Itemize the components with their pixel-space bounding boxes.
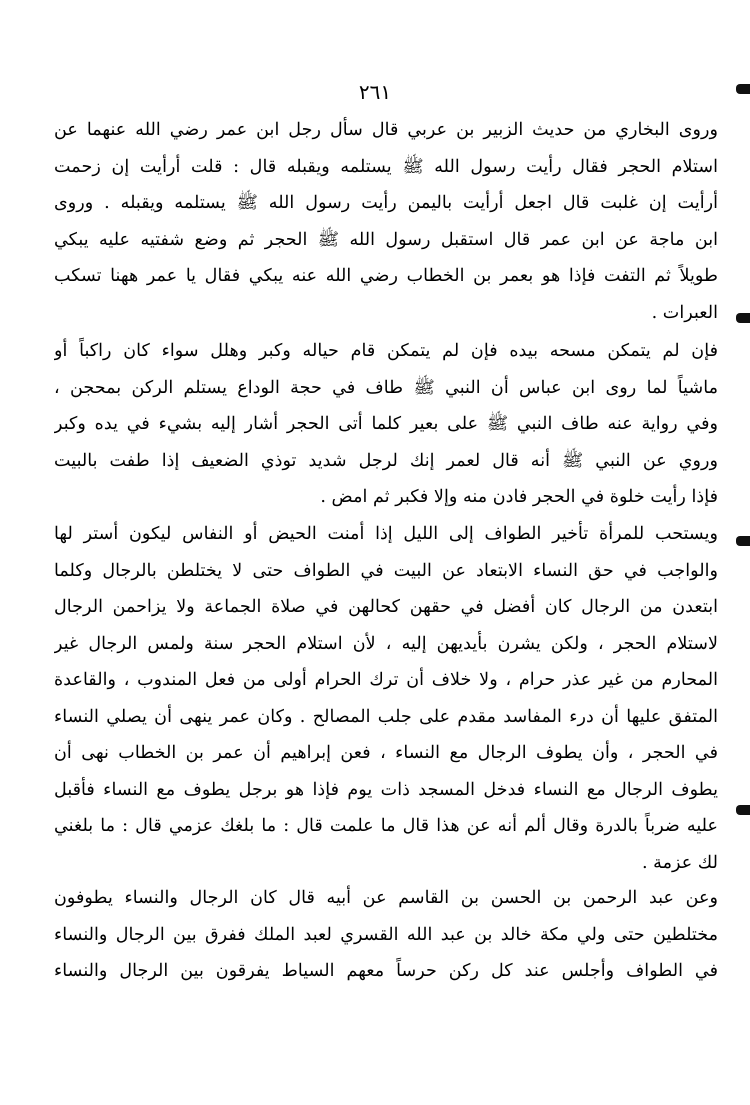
text-line: والواجب في حق النساء الابتعاد عن البيت في الطواف حتى لا يختلطن بالرجال وكلما (54, 560, 718, 581)
text-line: مختلطين حتى ولي مكة خالد بن عبد الله القسري لعبد الملك ففرق بين الرجال والنساء (54, 924, 718, 945)
text-line: أرأيت إن غلبت قال اجعل أرأيت باليمن رأيت رسول الله ﷺ يستلمه ويقبله . وروى (54, 193, 718, 213)
text-line: المحارم من غير عذر حرام ، ولا خلاف أن ترك الحرام أولى من فعل المندوب ، والقاعدة (54, 670, 718, 690)
page-edge-mark (736, 536, 750, 546)
text-line: لك عزمة . (641, 852, 718, 873)
text-line: المتفق عليها أن درء المفاسد مقدم على جلب المصالح . وكان عمر ينهى أن يصلي النساء (54, 706, 718, 727)
paragraph-bukhari-narration (54, 112, 718, 331)
text-line: وفي رواية عنه طاف النبي ﷺ على بعير كلما أتى الحجر أشار إليه بشيء في يده وكبر (54, 414, 718, 434)
page-edge-mark (736, 84, 750, 94)
paragraph-abdulrahman-narration (54, 880, 718, 990)
text-line: وعن عبد الرحمن بن الحسن بن القاسم عن أبيه قال كان الرجال والنساء يطوفون (54, 888, 718, 908)
paragraph-touching-the-stone (54, 333, 718, 516)
text-line: طويلاً ثم التفت فإذا هو بعمر بن الخطاب رضي الله عنه يبكي فقال يا عمر ههنا تسكب (54, 266, 718, 286)
text-line: في الحجر ، وأن يطوف الرجال مع النساء ، فعن إبراهيم أن عمر بن الخطاب نهى أن (54, 743, 718, 763)
text-line: فإن لم يتمكن مسحه بيده فإن لم يتمكن قام حياله وكبر وهلل سواء كان راكباً أو (54, 341, 718, 361)
text-line: ويستحب للمرأة تأخير الطواف إلى الليل إذا أمنت الحيض أو النفاس ليكون أستر لها (54, 524, 718, 544)
text-line: ماشياً لما روى ابن عباس أن النبي ﷺ طاف في حجة الوداع يستلم الركن بمحجن ، (54, 377, 718, 398)
text-line: استلام الحجر فقال رأيت رسول الله ﷺ يستلمه ويقبله قال : قلت أرأيت إن زحمت (54, 156, 718, 177)
paragraph-women-tawaf (54, 516, 718, 881)
text-line: وروي عن النبي ﷺ أنه قال لعمر إنك لرجل شديد توذي الضعيف إذا طفت بالبيت (54, 450, 718, 471)
text-line: فإذا رأيت خلوة في الحجر فادن منه وإلا فكبر ثم امض . (320, 487, 718, 507)
text-line: لاستلام الحجر ، ولكن يشرن بأيديهن إليه ، لأن استلام الحجر سنة ولمس الرجال غير (54, 633, 718, 654)
page-number: ٢٦١ (358, 80, 392, 104)
page-edge-mark (736, 313, 750, 323)
page-edge-mark (736, 805, 750, 815)
text-line: عليه ضرباً بالدرة وقال ألم أنه عن هذا قال ما علمت قال : ما بلغك عزمي قال : ما بلغني (54, 816, 718, 836)
text-line: ابتعدن من الرجال كان أفضل في حقهن كحالهن في صلاة الجماعة ولا يزاحمن الرجال (54, 597, 718, 617)
text-line: يطوف الرجال مع النساء فدخل المسجد ذات يوم فإذا هو برجل يطوف مع النساء فأقبل (54, 779, 718, 800)
text-line: ابن ماجة عن ابن عمر قال استقبل رسول الله ﷺ الحجر ثم وضع شفتيه عليه يبكي (54, 229, 718, 250)
text-line: وروى البخاري من حديث الزبير بن عربي قال سأل رجل ابن عمر رضي الله عنهما عن (54, 120, 718, 140)
text-line: العبرات . (651, 302, 718, 323)
text-line: في الطواف وأجلس عند كل ركن حرساً معهم السياط يفرقون بين الرجال والنساء (54, 961, 718, 981)
